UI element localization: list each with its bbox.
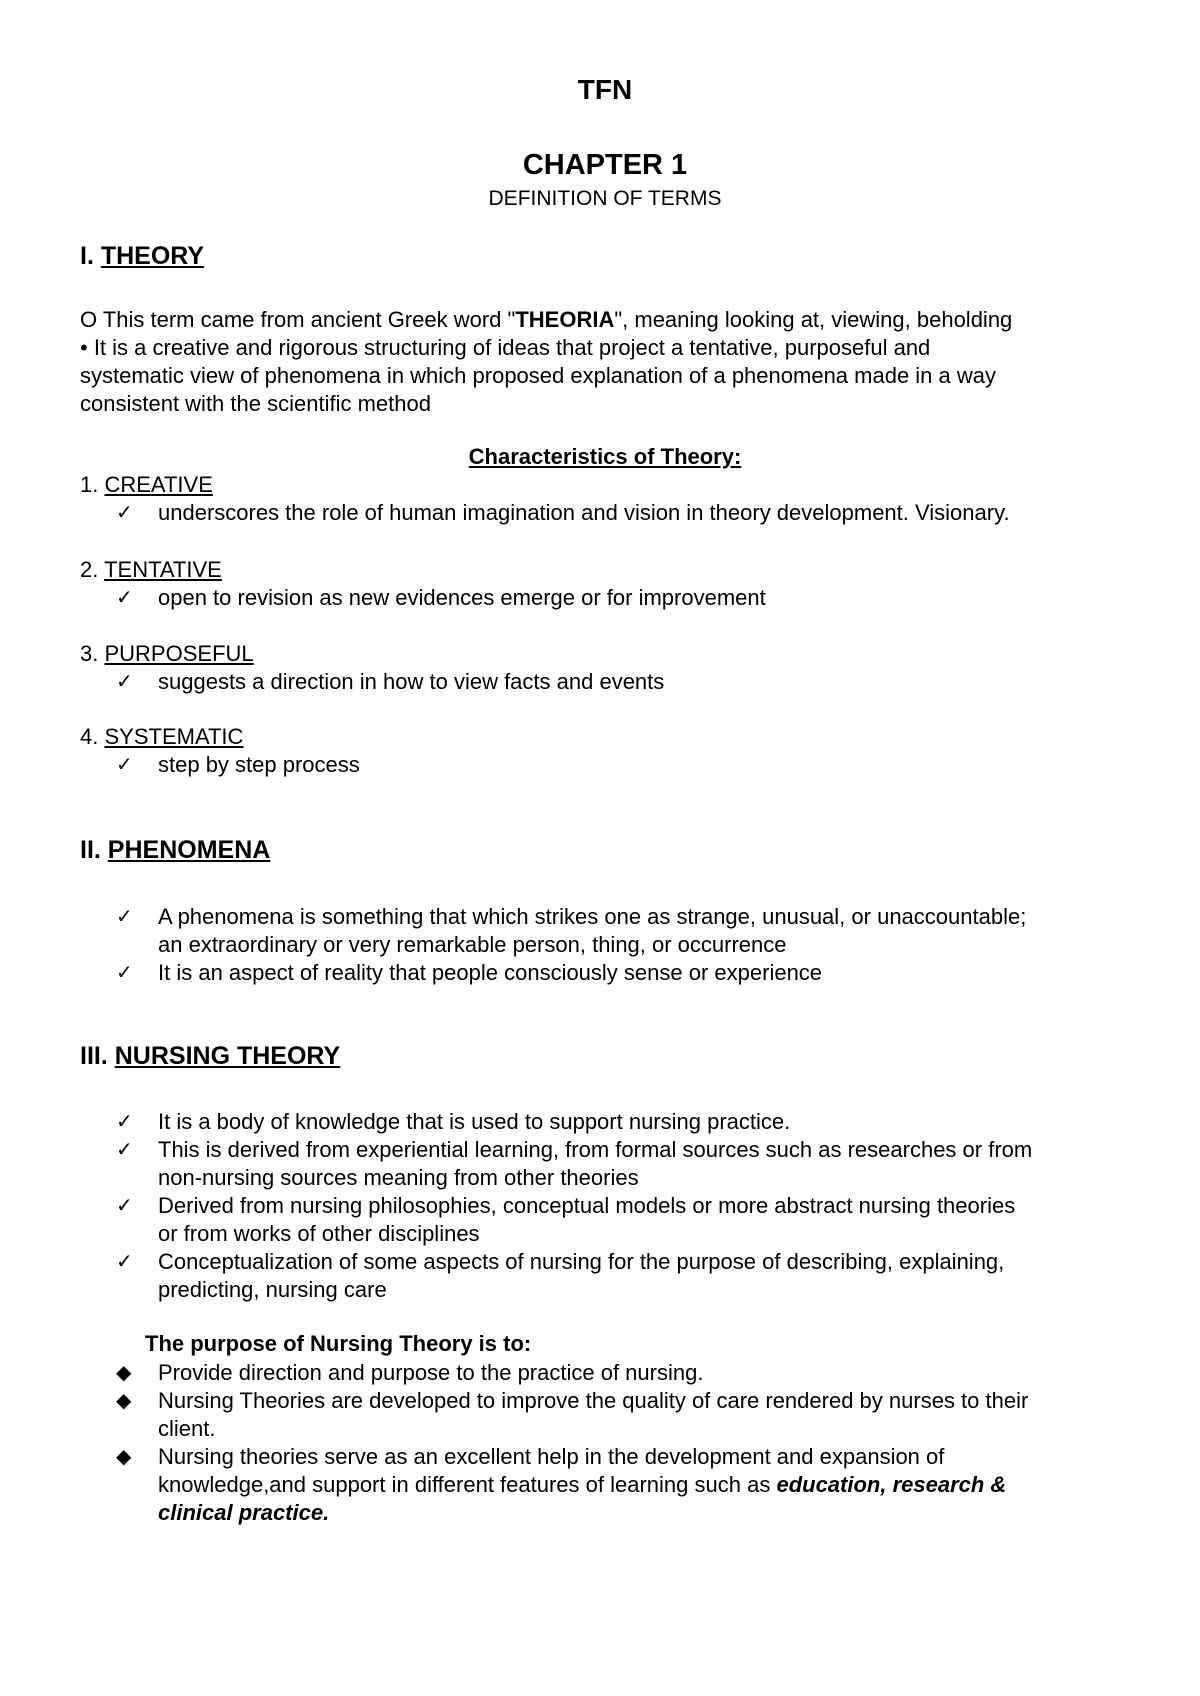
nursing-theory-bullet-line: Conceptualization of some aspects of nursing for the purpose of describing, explaining, bbox=[158, 1249, 1005, 1274]
checkmark-icon: ✓ bbox=[116, 962, 133, 984]
purpose-emphasis: clinical practice. bbox=[158, 1500, 330, 1525]
purpose-line bbox=[158, 1471, 1006, 1499]
section-heading-phenomena bbox=[80, 836, 270, 865]
theory-definition-line: consistent with the scientific method bbox=[80, 391, 431, 416]
diamond-bullet-icon: ◆ bbox=[116, 1446, 132, 1468]
diamond-bullet-icon: ◆ bbox=[116, 1390, 132, 1412]
characteristic-label: TENTATIVE bbox=[104, 557, 222, 582]
characteristic-description: underscores the role of human imagination and vision in theory development. Visionary. bbox=[158, 500, 1010, 525]
checkmark-icon: ✓ bbox=[116, 754, 133, 776]
section-label: THEORY bbox=[100, 242, 205, 270]
nursing-theory-bullet-line: non-nursing sources meaning from other theories bbox=[158, 1165, 639, 1190]
characteristic-number: 1. bbox=[80, 472, 99, 497]
diamond-bullet-icon: ◆ bbox=[116, 1362, 132, 1384]
section-number: II. bbox=[80, 836, 101, 864]
characteristic-number: 3. bbox=[80, 641, 99, 666]
purpose-line: Nursing Theories are developed to improve the quality of care rendered by nurses to their bbox=[158, 1388, 1029, 1413]
purpose-line: Nursing theories serve as an excellent help in the development and expansion of bbox=[158, 1444, 945, 1469]
chapter-heading: CHAPTER 1 bbox=[522, 149, 688, 181]
nursing-theory-bullet-line: It is a body of knowledge that is used to support nursing practice. bbox=[158, 1109, 791, 1134]
characteristic-heading bbox=[80, 641, 254, 667]
section-heading-theory bbox=[80, 242, 204, 271]
characteristic-number: 4. bbox=[80, 724, 99, 749]
characteristic-heading bbox=[80, 472, 213, 498]
characteristic-description: suggests a direction in how to view facts and events bbox=[158, 669, 665, 694]
origin-prefix: O This term came from ancient Greek word " bbox=[80, 307, 516, 332]
characteristic-description: step by step process bbox=[158, 752, 360, 777]
checkmark-icon: ✓ bbox=[116, 906, 133, 928]
phenomena-bullet-line: It is an aspect of reality that people consciously sense or experience bbox=[158, 960, 823, 985]
characteristic-heading bbox=[80, 557, 222, 583]
purpose-line-text: knowledge,and support in different features of learning such as bbox=[158, 1472, 777, 1497]
document-title: TFN bbox=[577, 74, 633, 105]
theory-definition-line: systematic view of phenomena in which proposed explanation of a phenomena made in a way bbox=[80, 363, 996, 388]
purpose-title: The purpose of Nursing Theory is to: bbox=[145, 1331, 532, 1356]
checkmark-icon: ✓ bbox=[116, 587, 133, 609]
section-label: NURSING THEORY bbox=[114, 1042, 341, 1070]
phenomena-bullet-line: A phenomena is something that which strikes one as strange, unusual, or unaccountable; bbox=[158, 904, 1027, 929]
phenomena-bullet-line: an extraordinary or very remarkable person, thing, or occurrence bbox=[158, 932, 787, 957]
nursing-theory-bullet-line: predicting, nursing care bbox=[158, 1277, 387, 1302]
checkmark-icon: ✓ bbox=[116, 1195, 133, 1217]
characteristic-label: PURPOSEFUL bbox=[104, 641, 254, 666]
characteristic-description: open to revision as new evidences emerge or for improvement bbox=[158, 585, 766, 610]
characteristic-number: 2. bbox=[80, 557, 99, 582]
characteristic-label: SYSTEMATIC bbox=[104, 724, 244, 749]
characteristics-title-row bbox=[0, 444, 1200, 470]
section-number: III. bbox=[80, 1042, 108, 1070]
origin-suffix: ", meaning looking at, viewing, beholding bbox=[614, 307, 1013, 332]
purpose-line: Provide direction and purpose to the practice of nursing. bbox=[158, 1360, 704, 1385]
checkmark-icon: ✓ bbox=[116, 1111, 133, 1133]
nursing-theory-bullet-line: or from works of other disciplines bbox=[158, 1221, 480, 1246]
purpose-emphasis: education, research & bbox=[776, 1472, 1007, 1497]
characteristic-label: CREATIVE bbox=[104, 472, 213, 497]
section-label: PHENOMENA bbox=[107, 836, 271, 864]
section-number: I. bbox=[80, 242, 94, 270]
checkmark-icon: ✓ bbox=[116, 1251, 133, 1273]
origin-term: THEORIA bbox=[515, 307, 615, 332]
checkmark-icon: ✓ bbox=[116, 502, 133, 524]
checkmark-icon: ✓ bbox=[116, 1139, 133, 1161]
purpose-line: client. bbox=[158, 1416, 216, 1441]
nursing-theory-bullet-line: This is derived from experiential learning, from formal sources such as researches or from bbox=[158, 1137, 1033, 1162]
characteristic-heading bbox=[80, 724, 243, 750]
purpose-line bbox=[158, 1499, 329, 1527]
theory-definition-line: • It is a creative and rigorous structuring of ideas that project a tentative, purposeful and bbox=[80, 335, 931, 360]
nursing-theory-bullet-line: Derived from nursing philosophies, conceptual models or more abstract nursing theories bbox=[158, 1193, 1016, 1218]
section-heading-nursing-theory bbox=[80, 1042, 340, 1071]
characteristics-title: Characteristics of Theory: bbox=[468, 444, 742, 469]
checkmark-icon: ✓ bbox=[116, 671, 133, 693]
chapter-subtitle: DEFINITION OF TERMS bbox=[488, 187, 722, 210]
theory-origin-paragraph bbox=[80, 306, 1012, 334]
